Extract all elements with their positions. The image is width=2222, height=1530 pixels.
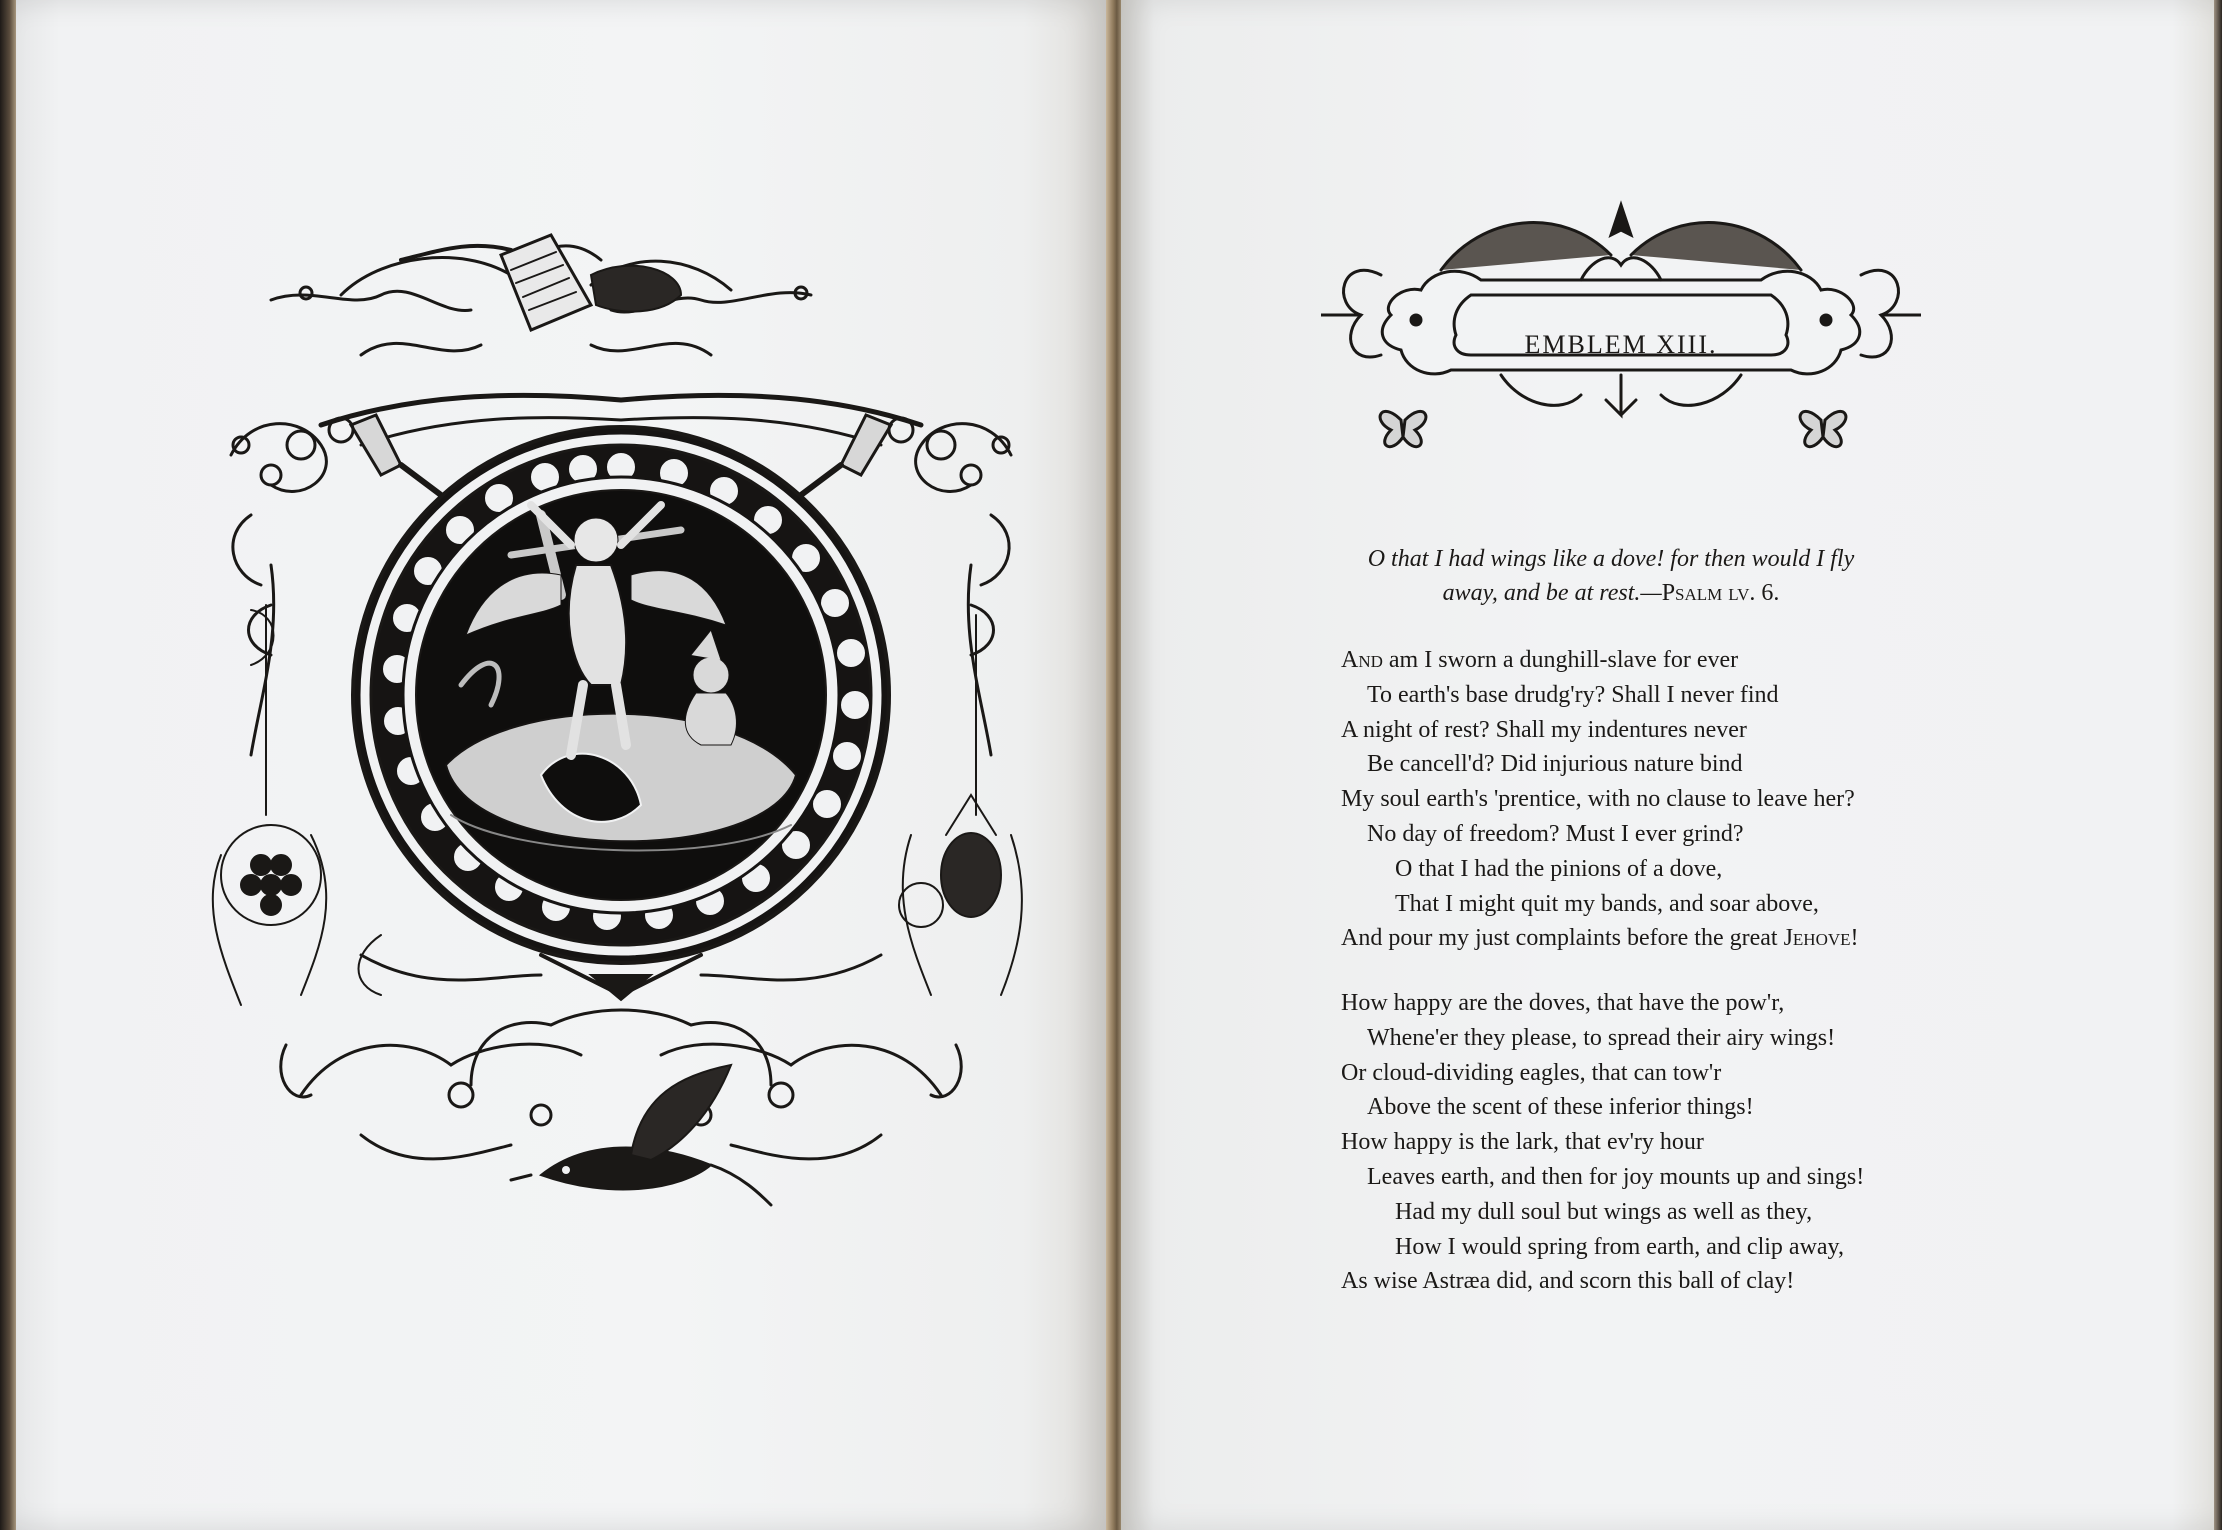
right-floral-ornament: [889, 418, 1011, 755]
verse-line: My soul earth's 'prentice, with no clause to leave her?: [1341, 786, 1855, 813]
wing-ornament: [591, 266, 681, 312]
verse-line: Had my dull soul but wings as well as they,: [1395, 1198, 1813, 1225]
verse-line: Or cloud-dividing eagles, that can tow'r: [1341, 1059, 1722, 1086]
verse-line-text: And pour my just complaints before the great: [1341, 925, 1784, 952]
bottom-wreath-ornament: [281, 1010, 961, 1159]
small-figure-head: [693, 657, 729, 693]
epigraph-line-2-text: away, and be at rest.—: [1442, 580, 1662, 606]
verse-line: [1341, 643, 2041, 678]
verse-line: Whene'er they please, to spread their airy wings!: [1367, 1024, 1836, 1051]
verse-line: That I might quit my bands, and soar above,: [1395, 890, 1819, 917]
tablets-of-law-icon: [501, 235, 591, 330]
grape-cluster-left-icon: [213, 825, 327, 1005]
right-page: [1121, 0, 2216, 1530]
verse-line: How happy are the doves, that have the pow'r,: [1341, 990, 1785, 1016]
verse-line: To earth's base drudg'ry? Shall I never find: [1367, 681, 1779, 708]
epigraph-line-2: [1271, 576, 1951, 610]
stanza-2: [1341, 986, 2041, 1299]
emblem-cartouche-ornament: [1321, 175, 1921, 475]
verse-line: Be cancell'd? Did injurious nature bind: [1367, 751, 1743, 778]
book-edge-right: [2214, 0, 2222, 1530]
verse-line-punct: !: [1850, 925, 1859, 952]
pineapple-right-icon: [899, 795, 1022, 995]
book-edge-left: [0, 0, 16, 1530]
dove-icon: [511, 1065, 771, 1205]
epigraph: [1271, 542, 1951, 610]
verse-line: A night of rest? Shall my indentures never: [1341, 716, 1747, 743]
stanza-1: [1341, 643, 2041, 956]
emblem-title: EMBLEM XIII.: [1524, 330, 1718, 359]
left-floral-ornament: [231, 418, 353, 755]
verse-line: Above the scent of these inferior things!: [1367, 1094, 1754, 1121]
verse-line: How happy is the lark, that ev'ry hour: [1341, 1129, 1704, 1156]
left-page: [16, 0, 1111, 1530]
emblem-engraving: [211, 215, 1031, 1255]
verse-line: Leaves earth, and then for joy mounts up and sings!: [1367, 1163, 1865, 1190]
epigraph-line-1: O that I had wings like a dove! for then would I fly: [1367, 546, 1855, 572]
verse-line: How I would spring from earth, and clip away,: [1395, 1233, 1844, 1260]
verse-line-rest: am I sworn a dunghill-slave for ever: [1382, 647, 1739, 673]
verse-line: No day of freedom? Must I ever grind?: [1367, 820, 1744, 847]
verse-lead-word: And: [1341, 647, 1383, 673]
verse-line: [1341, 921, 2041, 956]
jehove-word: Jehove: [1783, 925, 1851, 952]
pendant-ornament: [591, 975, 651, 1000]
finial-ornament: [1611, 205, 1631, 235]
verse-line: As wise Astræa did, and scorn this ball of clay!: [1341, 1268, 1795, 1295]
left-butterfly-icon: [1380, 411, 1426, 446]
verse-line: O that I had the pinions of a dove,: [1395, 855, 1723, 882]
cherub-head: [574, 518, 618, 562]
psalm-reference: Psalm lv. 6.: [1661, 580, 1780, 606]
right-butterfly-icon: [1800, 411, 1846, 446]
